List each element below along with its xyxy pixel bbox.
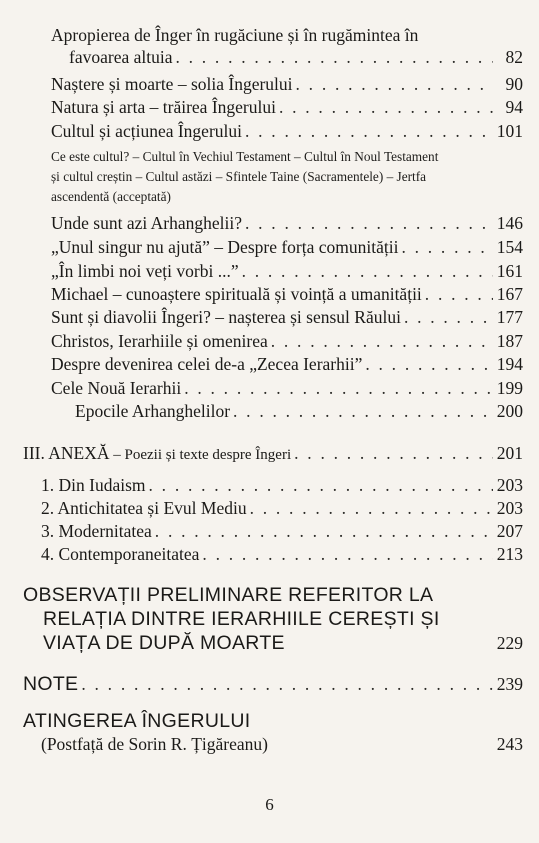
toc-entry-page: 101 (496, 121, 523, 141)
toc-entry-title: 2. Antichitatea și Evul Mediu (41, 498, 247, 518)
toc-entry-title: „În limbi noi veți vorbi ...” (51, 261, 239, 281)
toc-entry-title: Despre devenirea celei de-a „Zecea Ierarhii” (51, 354, 363, 374)
dot-leader (404, 306, 493, 328)
section-heading: III. ANEXĂ (23, 443, 110, 463)
toc-sub-note: și cultul creștin – Cultul astăzi – Sfintele Taine (Sacramentele) – Jertfa (51, 169, 427, 184)
toc-entry-page: 229 (496, 633, 523, 653)
toc-entry (23, 672, 523, 696)
dot-leader (250, 497, 493, 519)
dot-leader (149, 474, 493, 496)
dot-leader (271, 330, 493, 352)
page-number: 6 (265, 795, 274, 814)
toc-entry-page: 243 (496, 734, 523, 754)
toc-entry-page: 203 (496, 498, 523, 518)
dot-leader (294, 442, 493, 464)
dot-leader (81, 673, 492, 695)
dot-leader (202, 543, 492, 565)
toc-entry-title: favoarea altuia (69, 47, 173, 67)
toc-entry-title: 3. Modernitatea (41, 521, 152, 541)
toc-entry (51, 120, 523, 142)
section-subtitle: – Poezii și texte despre Îngeri (109, 447, 292, 463)
dot-leader (296, 73, 493, 95)
dot-leader (245, 212, 493, 234)
dot-leader (245, 120, 493, 142)
toc-entry (69, 46, 523, 68)
toc-entry-title: Michael – cunoaștere spirituală și voință a umanității (51, 284, 422, 304)
toc-entry-title: Cultul și acțiunea Îngerului (51, 121, 242, 141)
toc-entry-page: 94 (505, 97, 523, 117)
toc-heading-line: OBSERVAȚII PRELIMINARE REFERITOR LA (23, 584, 434, 606)
toc-sub-note: Ce este cultul? – Cultul în Vechiul Testament – Cultul în Noul Testament (51, 149, 439, 164)
toc-entry-title: NOTE (23, 673, 79, 695)
dot-leader (279, 96, 493, 118)
toc-entry-title: „Unul singur nu ajută” – Despre forța comunității (51, 237, 399, 257)
toc-entry-page: 82 (505, 47, 523, 67)
dot-leader (242, 260, 493, 282)
toc-entry (51, 330, 523, 352)
toc-entry-title: 4. Contemporaneitatea (41, 544, 200, 564)
toc-entry-title: Cele Nouă Ierarhii (51, 378, 182, 398)
dot-leader (175, 46, 493, 68)
dot-leader (425, 283, 493, 305)
toc-entry-title: 1. Din Iudaism (41, 475, 146, 495)
dot-leader (233, 400, 493, 422)
toc-entry-title: (Postfață de Sorin R. Țigăreanu) (41, 734, 268, 754)
toc-entry (41, 474, 523, 496)
toc-entry-title: Christos, Ierarhiile și omenirea (51, 331, 268, 351)
toc-entry-title: Natura și arta – trăirea Îngerului (51, 97, 276, 117)
toc-entry-page: 90 (505, 74, 523, 94)
toc-entry (51, 236, 523, 258)
toc-entry (43, 631, 523, 655)
toc-entry (51, 377, 523, 399)
toc-entry (51, 212, 523, 234)
toc-entry (51, 260, 523, 282)
toc-entry-page: 201 (496, 443, 523, 463)
dot-leader (401, 236, 492, 258)
toc-entry-page: 199 (496, 378, 523, 398)
toc-entry-title: VIAȚA DE DUPĂ MOARTE (43, 632, 285, 654)
toc-entry-title: Sunt și diavolii Îngeri? – nașterea și sensul Răului (51, 307, 401, 327)
toc-entry-title (23, 442, 291, 466)
toc-entry-section (23, 442, 523, 466)
toc-entry (41, 543, 523, 565)
toc-heading-line: RELAȚIA DINTRE IERARHIILE CEREȘTI ȘI (43, 608, 440, 630)
toc-entry-title: Naștere și moarte – solia Îngerului (51, 74, 293, 94)
toc-entry-page: 161 (496, 261, 523, 281)
toc-entry-page: 167 (496, 284, 523, 304)
toc-sub-note: ascendentă (acceptată) (51, 189, 171, 204)
toc-entry-page: 146 (496, 213, 523, 233)
toc-entry (51, 306, 523, 328)
toc-entry-title: Apropierea de Înger în rugăciune și în rugămintea în (51, 25, 419, 45)
toc-entry (51, 73, 523, 95)
toc-entry (41, 497, 523, 519)
toc-entry (51, 24, 418, 46)
toc-entry (51, 353, 523, 375)
toc-entry-page: 239 (496, 674, 523, 694)
toc-entry (41, 733, 523, 755)
toc-entry-title: Epocile Arhanghelilor (75, 401, 231, 421)
toc-entry-page: 154 (496, 237, 523, 257)
toc-entry (51, 96, 523, 118)
toc-entry-title: Unde sunt azi Arhanghelii? (51, 213, 242, 233)
toc-entry-page: 194 (496, 354, 523, 374)
dot-leader (184, 377, 493, 399)
toc-entry (75, 400, 523, 422)
toc-entry-page: 177 (496, 307, 523, 327)
toc-entry-page: 203 (496, 475, 523, 495)
toc-entry-page: 200 (496, 401, 523, 421)
toc-entry (51, 283, 523, 305)
dot-leader (365, 353, 492, 375)
toc-entry-page: 213 (496, 544, 523, 564)
toc-heading-line: ATINGEREA ÎNGERULUI (23, 710, 251, 732)
dot-leader (155, 520, 493, 542)
toc-entry-page: 207 (496, 521, 523, 541)
toc-entry (41, 520, 523, 542)
toc-entry-page: 187 (496, 331, 523, 351)
